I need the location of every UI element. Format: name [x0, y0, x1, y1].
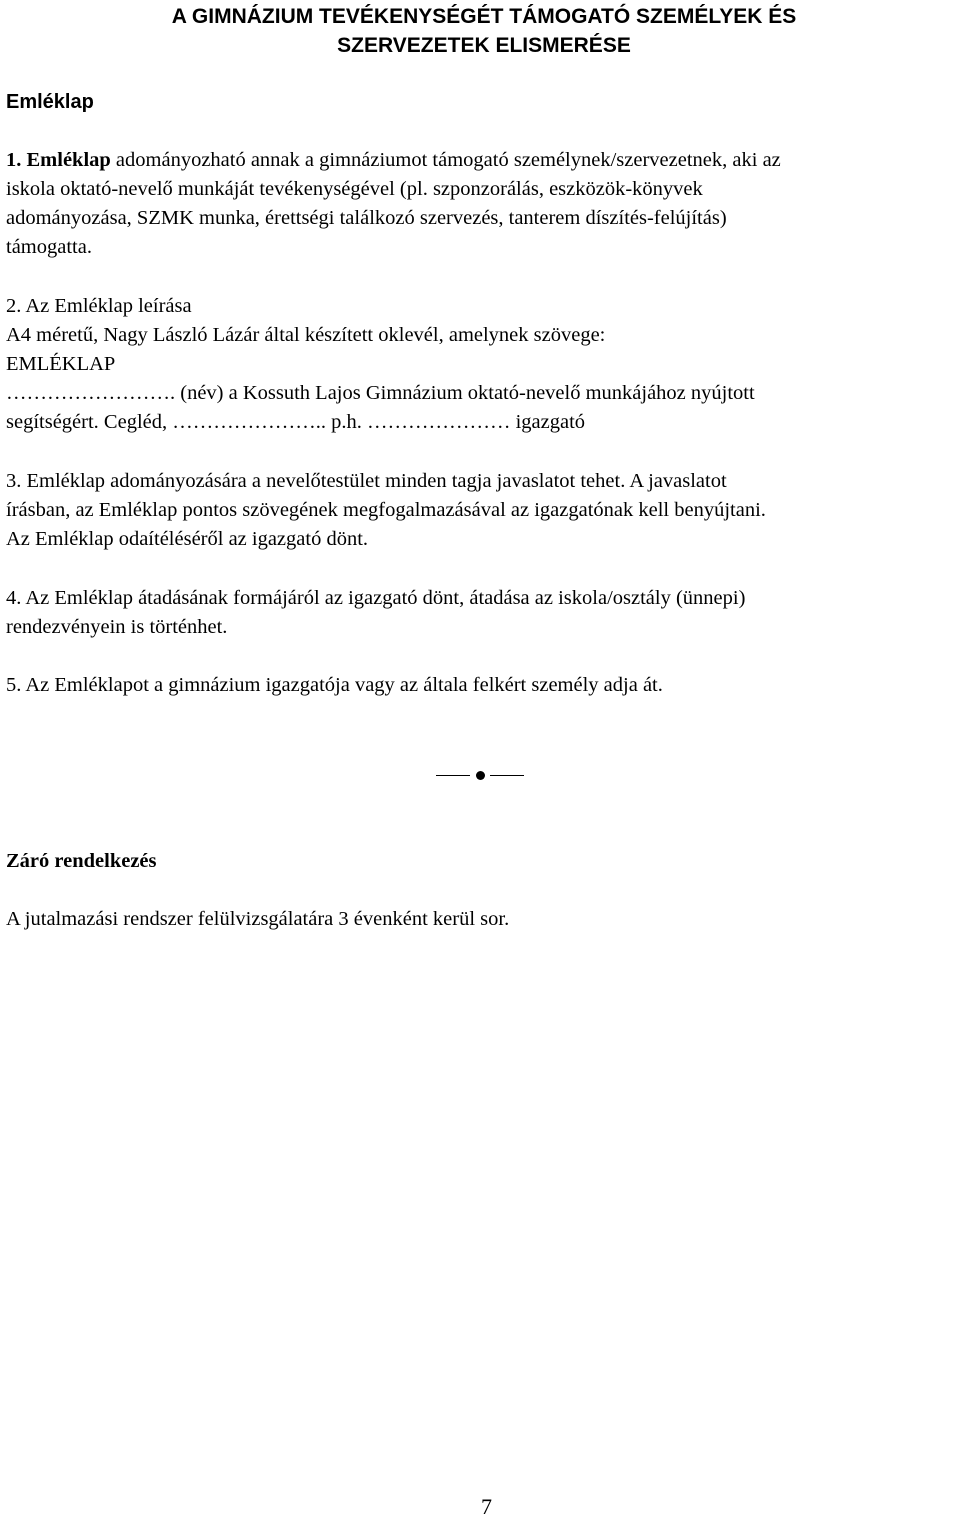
paragraph-2: [6, 292, 954, 437]
paragraph-line: iskola oktató-nevelő munkáját tevékenységével (pl. szponzorálás, eszközök-könyvek: [6, 178, 703, 200]
paragraph-line: segítségért. Cegléd, ………………….. p.h. ………………… igazgató: [6, 411, 586, 433]
paragraph-line: A4 méretű, Nagy László Lázár által készített oklevél, amelynek szövege:: [6, 324, 606, 346]
paragraph-number-bold: 1. Emléklap: [6, 149, 111, 171]
paragraph-4: [6, 584, 954, 642]
page-number: 7: [481, 1494, 492, 1519]
paragraph-line: [6, 146, 954, 175]
paragraph-3: [6, 467, 954, 554]
document-title: [10, 2, 958, 60]
paragraph-text: adományozható annak a gimnáziumot támogató személynek/szervezetnek, aki az: [110, 149, 781, 171]
separator-dash: [490, 775, 524, 776]
paragraph-line: EMLÉKLAP: [6, 353, 116, 375]
paragraph-line: A jutalmazási rendszer felülvizsgálatára 3 évenként kerül sor.: [6, 908, 510, 930]
paragraph-line: 3. Emléklap adományozására a nevelőtestület minden tagja javaslatot tehet. A javaslatot: [6, 470, 727, 492]
paragraph-line: 5. Az Emléklapot a gimnázium igazgatója vagy az általa felkért személy adja át.: [6, 674, 663, 696]
paragraph-line: írásban, az Emléklap pontos szövegének megfogalmazásával az igazgatónak kell benyújtani.: [6, 499, 766, 521]
paragraph-line: adományozása, SZMK munka, érettségi találkozó szervezés, tanterem díszítés-felújítás): [6, 207, 727, 229]
paragraph-line: rendezvényein is történhet.: [6, 616, 228, 638]
closing-paragraph: [6, 905, 954, 934]
closing-heading: Záró rendelkezés: [6, 850, 157, 872]
title-line: SZERVEZETEK ELISMERÉSE: [337, 34, 631, 57]
title-line: A GIMNÁZIUM TEVÉKENYSÉGÉT TÁMOGATÓ SZEMÉLYEK ÉS: [171, 5, 797, 28]
paragraph-1: [6, 146, 954, 262]
paragraph-5: [6, 671, 954, 700]
paragraph-line: ……………………. (név) a Kossuth Lajos Gimnázium oktató-nevelő munkájához nyújtott: [6, 382, 755, 404]
paragraph-line: támogatta.: [6, 236, 92, 258]
section-heading-emleklap: Emléklap: [6, 91, 94, 113]
section-separator-ornament: [436, 766, 524, 780]
separator-bullet-icon: [476, 771, 485, 780]
paragraph-line: 4. Az Emléklap átadásának formájáról az igazgató dönt, átadása az iskola/osztály (ünnepi): [6, 587, 746, 609]
paragraph-line: 2. Az Emléklap leírása: [6, 295, 192, 317]
separator-dash: [436, 775, 470, 776]
paragraph-line: Az Emléklap odaítéléséről az igazgató dönt.: [6, 528, 369, 550]
